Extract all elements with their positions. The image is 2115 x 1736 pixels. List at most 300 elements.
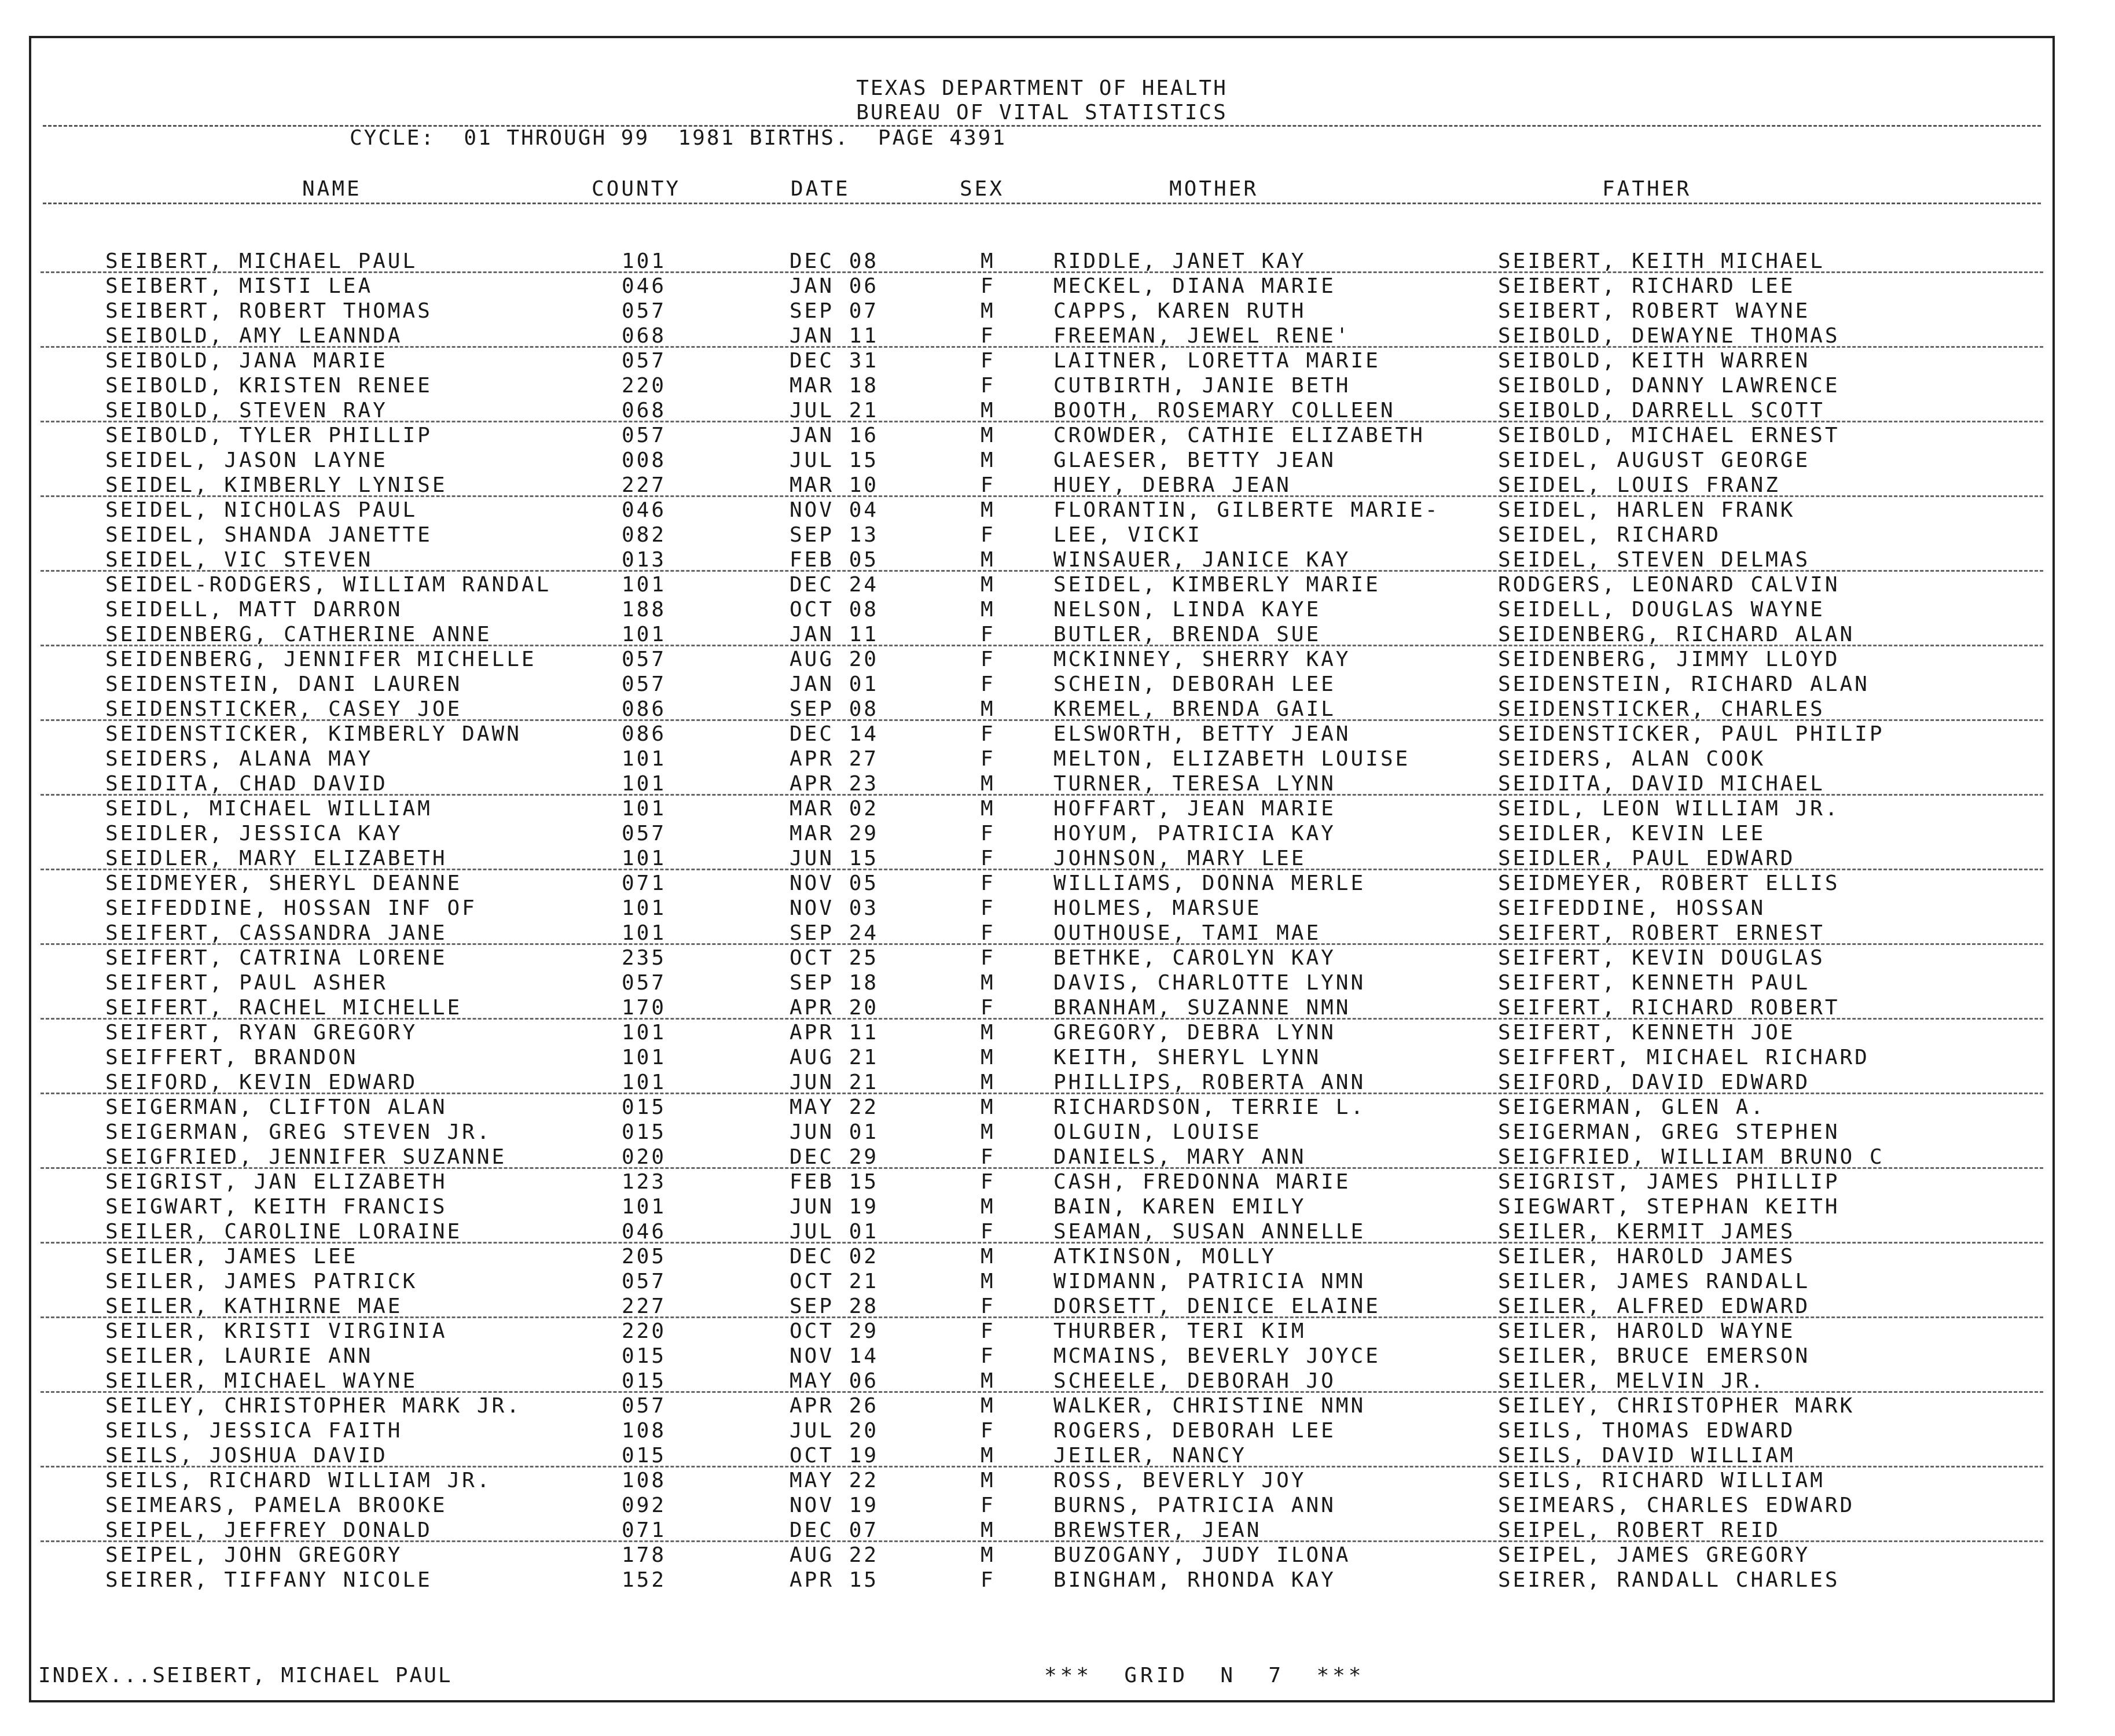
record-father: SEIBERT, ROBERT WAYNE	[1498, 299, 1811, 323]
record-name: SEIDENSTEIN, DANI LAUREN	[105, 672, 462, 696]
record-name: SEIGERMAN, GREG STEVEN JR.	[105, 1120, 492, 1144]
record-date: JUL 20	[790, 1419, 879, 1443]
record-father: SEILER, ALFRED EDWARD	[1498, 1294, 1811, 1318]
record-county: 057	[622, 648, 667, 671]
record-row	[31, 1468, 2052, 1493]
record-sex: F	[981, 1220, 996, 1244]
record-name: SEIDMEYER, SHERYL DEANNE	[105, 871, 462, 895]
record-mother: BRANHAM, SUZANNE NMN	[1053, 996, 1351, 1020]
record-date: DEC 24	[790, 573, 879, 597]
record-row	[31, 722, 2052, 746]
record-date: NOV 04	[790, 498, 879, 522]
record-name: SEILS, JOSHUA DAVID	[105, 1444, 388, 1467]
record-row	[31, 995, 2052, 1020]
record-date: NOV 03	[790, 896, 879, 920]
record-sex: M	[981, 249, 996, 273]
record-sex: F	[981, 1568, 996, 1592]
row-divider	[41, 346, 2043, 348]
record-row	[31, 1543, 2052, 1568]
record-name: SEIDENBERG, CATHERINE ANNE	[105, 623, 492, 646]
record-mother: HOLMES, MARSUE	[1053, 896, 1262, 920]
row-divider	[41, 1391, 2043, 1393]
record-county: 008	[622, 448, 667, 472]
record-county: 101	[622, 1021, 667, 1044]
record-father: SEIMEARS, CHARLES EDWARD	[1498, 1494, 1855, 1517]
record-row	[31, 498, 2052, 523]
record-date: MAR 29	[790, 822, 879, 845]
record-county: 101	[622, 921, 667, 945]
row-divider	[41, 1093, 2043, 1094]
record-county: 068	[622, 324, 667, 348]
record-father: SEIBOLD, DARRELL SCOTT	[1498, 399, 1825, 422]
record-row	[31, 523, 2052, 547]
record-county: 071	[622, 1518, 667, 1542]
record-county: 123	[622, 1170, 667, 1194]
row-divider	[41, 1540, 2043, 1542]
record-sex: F	[981, 523, 996, 547]
record-sex: M	[981, 299, 996, 323]
record-name: SEIDL, MICHAEL WILLIAM	[105, 797, 432, 821]
record-sex: F	[981, 1344, 996, 1368]
record-row	[31, 299, 2052, 323]
record-sex: M	[981, 1245, 996, 1268]
record-date: SEP 24	[790, 921, 879, 945]
record-date: MAR 10	[790, 473, 879, 497]
record-date: APR 20	[790, 996, 879, 1020]
record-sex: F	[981, 822, 996, 845]
record-sex: F	[981, 473, 996, 497]
record-date: APR 15	[790, 1568, 879, 1592]
record-mother: FREEMAN, JEWEL RENE'	[1053, 324, 1351, 348]
record-row	[31, 771, 2052, 796]
record-name: SEIFERT, RYAN GREGORY	[105, 1021, 418, 1044]
record-county: 086	[622, 697, 667, 721]
record-father: SEIGRIST, JAMES PHILLIP	[1498, 1170, 1840, 1194]
record-sex: M	[981, 1469, 996, 1492]
record-name: SEIDERS, ALANA MAY	[105, 747, 373, 771]
record-row	[31, 1369, 2052, 1393]
record-date: AUG 21	[790, 1046, 879, 1069]
record-name: SEIFERT, CASSANDRA JANE	[105, 921, 447, 945]
record-father: SEIDEL, AUGUST GEORGE	[1498, 448, 1811, 472]
record-county: 101	[622, 772, 667, 796]
record-date: SEP 28	[790, 1294, 879, 1318]
record-row	[31, 473, 2052, 498]
record-sex: F	[981, 871, 996, 895]
record-sex: M	[981, 1095, 996, 1119]
record-mother: DAVIS, CHARLOTTE LYNN	[1053, 971, 1366, 995]
record-mother: BOOTH, ROSEMARY COLLEEN	[1053, 399, 1396, 422]
record-mother: MCMAINS, BEVERLY JOYCE	[1053, 1344, 1380, 1368]
record-mother: MELTON, ELIZABETH LOUISE	[1053, 747, 1411, 771]
record-mother: BREWSTER, JEAN	[1053, 1518, 1262, 1542]
record-row	[31, 647, 2052, 672]
report-cycle-line: CYCLE: 01 THROUGH 99 1981 BIRTHS. PAGE 4391	[350, 126, 1007, 150]
record-row	[31, 1020, 2052, 1045]
record-sex: F	[981, 1170, 996, 1194]
record-sex: M	[981, 424, 996, 447]
record-mother: ROSS, BEVERLY JOY	[1053, 1469, 1306, 1492]
record-sex: M	[981, 573, 996, 597]
record-county: 015	[622, 1369, 667, 1393]
record-sex: F	[981, 648, 996, 671]
record-date: JUL 15	[790, 448, 879, 472]
record-sex: M	[981, 1046, 996, 1069]
record-name: SEIBOLD, STEVEN RAY	[105, 399, 388, 422]
record-name: SEIPEL, JEFFREY DONALD	[105, 1518, 432, 1542]
record-sex: F	[981, 349, 996, 373]
record-sex: M	[981, 399, 996, 422]
record-mother: CUTBIRTH, JANIE BETH	[1053, 374, 1351, 398]
record-county: 101	[622, 797, 667, 821]
record-name: SEIDEL, JASON LAYNE	[105, 448, 388, 472]
record-name: SEILER, MICHAEL WAYNE	[105, 1369, 418, 1393]
record-date: OCT 21	[790, 1270, 879, 1293]
record-county: 101	[622, 573, 667, 597]
record-father: SEIDMEYER, ROBERT ELLIS	[1498, 871, 1840, 895]
record-name: SEIGWART, KEITH FRANCIS	[105, 1195, 447, 1219]
record-date: MAY 22	[790, 1469, 879, 1492]
record-father: SEIDEL, HARLEN FRANK	[1498, 498, 1795, 522]
record-mother: NELSON, LINDA KAYE	[1053, 598, 1321, 621]
record-father: SEIGERMAN, GLEN A.	[1498, 1095, 1766, 1119]
record-mother: CROWDER, CATHIE ELIZABETH	[1053, 424, 1425, 447]
record-sex: M	[981, 448, 996, 472]
record-sex: M	[981, 1394, 996, 1418]
record-row	[31, 672, 2052, 697]
record-row	[31, 896, 2052, 921]
record-county: 068	[622, 399, 667, 422]
column-header-name: NAME	[302, 177, 362, 201]
record-row	[31, 1344, 2052, 1369]
record-county: 057	[622, 424, 667, 447]
row-divider	[41, 570, 2043, 572]
record-name: SEILER, KATHIRNE MAE	[105, 1294, 403, 1318]
record-county: 178	[622, 1543, 667, 1567]
record-sex: M	[981, 498, 996, 522]
record-mother: BAIN, KAREN EMILY	[1053, 1195, 1306, 1219]
record-sex: M	[981, 548, 996, 572]
record-name: SEIGFRIED, JENNIFER SUZANNE	[105, 1145, 507, 1169]
record-father: SEIDEL, LOUIS FRANZ	[1498, 473, 1780, 497]
record-name: SEILER, JAMES LEE	[105, 1245, 358, 1268]
record-row	[31, 1418, 2052, 1443]
record-sex: M	[981, 598, 996, 621]
record-row	[31, 1070, 2052, 1095]
row-divider	[41, 495, 2043, 497]
record-date: SEP 18	[790, 971, 879, 995]
record-date: SEP 13	[790, 523, 879, 547]
record-sex: F	[981, 747, 996, 771]
record-row	[31, 821, 2052, 846]
record-mother: KREMEL, BRENDA GAIL	[1053, 697, 1336, 721]
record-name: SEIFEDDINE, HOSSAN INF OF	[105, 896, 477, 920]
record-county: 170	[622, 996, 667, 1020]
record-date: DEC 07	[790, 1518, 879, 1542]
record-mother: BURNS, PATRICIA ANN	[1053, 1494, 1336, 1517]
record-date: JAN 06	[790, 274, 879, 298]
record-row	[31, 1120, 2052, 1145]
record-county: 013	[622, 548, 667, 572]
record-date: FEB 15	[790, 1170, 879, 1194]
record-father: SEILER, HAROLD WAYNE	[1498, 1319, 1795, 1343]
row-divider	[41, 1316, 2043, 1318]
record-mother: HOYUM, PATRICIA KAY	[1053, 822, 1336, 845]
record-father: SEILS, RICHARD WILLIAM	[1498, 1469, 1825, 1492]
record-sex: F	[981, 1319, 996, 1343]
record-sex: M	[981, 1369, 996, 1393]
record-name: SEIBOLD, AMY LEANNDA	[105, 324, 403, 348]
record-name: SEILER, CAROLINE LORAINE	[105, 1220, 462, 1244]
record-county: 227	[622, 473, 667, 497]
footer-grid-label: *** GRID N 7 ***	[1044, 1664, 1365, 1687]
record-father: SIEGWART, STEPHAN KEITH	[1498, 1195, 1840, 1219]
record-name: SEIFFERT, BRANDON	[105, 1046, 358, 1069]
record-row	[31, 448, 2052, 473]
record-father: SEIDEL, RICHARD	[1498, 523, 1721, 547]
record-sex: F	[981, 1145, 996, 1169]
record-date: OCT 29	[790, 1319, 879, 1343]
record-father: SEILER, JAMES RANDALL	[1498, 1270, 1811, 1293]
record-county: 101	[622, 249, 667, 273]
record-date: JUL 21	[790, 399, 879, 422]
record-mother: ROGERS, DEBORAH LEE	[1053, 1419, 1336, 1443]
record-father: SEIGFRIED, WILLIAM BRUNO C	[1498, 1145, 1885, 1169]
record-father: SEIFERT, KENNETH PAUL	[1498, 971, 1811, 995]
record-mother: OUTHOUSE, TAMI MAE	[1053, 921, 1321, 945]
record-sex: M	[981, 971, 996, 995]
record-sex: M	[981, 697, 996, 721]
record-county: 227	[622, 1294, 667, 1318]
row-divider	[41, 1466, 2043, 1467]
record-mother: RIDDLE, JANET KAY	[1053, 249, 1306, 273]
record-name: SEIDITA, CHAD DAVID	[105, 772, 388, 796]
record-row	[31, 1568, 2052, 1592]
record-row	[31, 1393, 2052, 1418]
record-county: 057	[622, 349, 667, 373]
record-mother: MCKINNEY, SHERRY KAY	[1053, 648, 1351, 671]
record-date: SEP 07	[790, 299, 879, 323]
record-father: SEIFORD, DAVID EDWARD	[1498, 1071, 1811, 1094]
record-sex: M	[981, 1518, 996, 1542]
record-mother: DORSETT, DENICE ELAINE	[1053, 1294, 1380, 1318]
record-county: 101	[622, 747, 667, 771]
record-county: 152	[622, 1568, 667, 1592]
record-date: OCT 25	[790, 946, 879, 970]
record-county: 015	[622, 1095, 667, 1119]
record-father: SEIDENSTEIN, RICHARD ALAN	[1498, 672, 1870, 696]
report-page	[29, 36, 2055, 1702]
record-sex: M	[981, 1195, 996, 1219]
record-mother: SCHEIN, DEBORAH LEE	[1053, 672, 1336, 696]
record-county: 082	[622, 523, 667, 547]
record-county: 188	[622, 598, 667, 621]
record-county: 046	[622, 274, 667, 298]
record-sex: M	[981, 1444, 996, 1467]
record-father: SEIPEL, ROBERT REID	[1498, 1518, 1780, 1542]
record-sex: F	[981, 274, 996, 298]
record-sex: M	[981, 772, 996, 796]
record-father: SEIDEL, STEVEN DELMAS	[1498, 548, 1811, 572]
record-mother: RICHARDSON, TERRIE L.	[1053, 1095, 1366, 1119]
record-date: MAY 06	[790, 1369, 879, 1393]
record-sex: F	[981, 623, 996, 646]
record-sex: M	[981, 1021, 996, 1044]
record-date: DEC 31	[790, 349, 879, 373]
record-mother: GLAESER, BETTY JEAN	[1053, 448, 1336, 472]
record-row	[31, 547, 2052, 572]
record-father: SEIDENSTICKER, CHARLES	[1498, 697, 1825, 721]
record-date: DEC 14	[790, 722, 879, 746]
record-name: SEIGRIST, JAN ELIZABETH	[105, 1170, 447, 1194]
header-divider	[43, 125, 2041, 127]
record-name: SEIDEL, KIMBERLY LYNISE	[105, 473, 447, 497]
record-county: 220	[622, 374, 667, 398]
record-county: 101	[622, 1195, 667, 1219]
record-county: 020	[622, 1145, 667, 1169]
record-row	[31, 1269, 2052, 1294]
record-mother: PHILLIPS, ROBERTA ANN	[1053, 1071, 1366, 1094]
record-county: 101	[622, 1071, 667, 1094]
record-date: JUN 15	[790, 847, 879, 870]
record-mother: LEE, VICKI	[1053, 523, 1202, 547]
row-divider	[41, 943, 2043, 945]
record-father: SEILER, MELVIN JR.	[1498, 1369, 1766, 1393]
record-name: SEIDLER, JESSICA KAY	[105, 822, 403, 845]
record-sex: F	[981, 996, 996, 1020]
record-mother: KEITH, SHERYL LYNN	[1053, 1046, 1321, 1069]
record-name: SEIDELL, MATT DARRON	[105, 598, 403, 621]
record-row	[31, 348, 2052, 373]
record-mother: HUEY, DEBRA JEAN	[1053, 473, 1291, 497]
record-sex: M	[981, 1543, 996, 1567]
record-mother: CAPPS, KAREN RUTH	[1053, 299, 1306, 323]
record-mother: ELSWORTH, BETTY JEAN	[1053, 722, 1351, 746]
record-sex: F	[981, 896, 996, 920]
record-name: SEILER, LAURIE ANN	[105, 1344, 373, 1368]
record-name: SEIDEL, SHANDA JANETTE	[105, 523, 432, 547]
record-father: SEIFEDDINE, HOSSAN	[1498, 896, 1766, 920]
record-row	[31, 373, 2052, 398]
record-date: OCT 08	[790, 598, 879, 621]
record-mother: JOHNSON, MARY LEE	[1053, 847, 1306, 870]
record-date: JAN 01	[790, 672, 879, 696]
record-row	[31, 398, 2052, 423]
record-name: SEIBERT, ROBERT THOMAS	[105, 299, 432, 323]
record-row	[31, 1319, 2052, 1344]
record-name: SEIFERT, RACHEL MICHELLE	[105, 996, 462, 1020]
record-date: NOV 19	[790, 1494, 879, 1517]
record-sex: F	[981, 374, 996, 398]
record-row	[31, 871, 2052, 896]
record-name: SEILER, KRISTI VIRGINIA	[105, 1319, 447, 1343]
record-father: SEILS, DAVID WILLIAM	[1498, 1444, 1795, 1467]
record-county: 092	[622, 1494, 667, 1517]
record-row	[31, 423, 2052, 448]
record-mother: HOFFART, JEAN MARIE	[1053, 797, 1336, 821]
record-father: SEIDELL, DOUGLAS WAYNE	[1498, 598, 1825, 621]
report-bureau-title: BUREAU OF VITAL STATISTICS	[856, 101, 1228, 124]
record-mother: DANIELS, MARY ANN	[1053, 1145, 1306, 1169]
record-date: JAN 11	[790, 324, 879, 348]
record-county: 057	[622, 299, 667, 323]
record-mother: OLGUIN, LOUISE	[1053, 1120, 1262, 1144]
record-sex: F	[981, 324, 996, 348]
record-mother: BUTLER, BRENDA SUE	[1053, 623, 1321, 646]
record-name: SEIDLER, MARY ELIZABETH	[105, 847, 447, 870]
record-date: APR 26	[790, 1394, 879, 1418]
record-date: JUN 19	[790, 1195, 879, 1219]
record-father: SEIDLER, PAUL EDWARD	[1498, 847, 1795, 870]
record-father: SEIDLER, KEVIN LEE	[1498, 822, 1766, 845]
record-father: SEIFERT, ROBERT ERNEST	[1498, 921, 1825, 945]
record-mother: CASH, FREDONNA MARIE	[1053, 1170, 1351, 1194]
record-row	[31, 1219, 2052, 1244]
record-mother: SEIDEL, KIMBERLY MARIE	[1053, 573, 1380, 597]
row-divider	[41, 1167, 2043, 1169]
record-father: SEIFERT, KEVIN DOUGLAS	[1498, 946, 1825, 970]
record-mother: BETHKE, CAROLYN KAY	[1053, 946, 1336, 970]
record-father: SEIBOLD, DEWAYNE THOMAS	[1498, 324, 1840, 348]
record-row	[31, 1194, 2052, 1219]
record-name: SEIPEL, JOHN GREGORY	[105, 1543, 403, 1567]
record-row	[31, 746, 2052, 771]
record-father: SEIBOLD, KEITH WARREN	[1498, 349, 1811, 373]
record-row	[31, 323, 2052, 348]
record-date: JUL 01	[790, 1220, 879, 1244]
record-date: SEP 08	[790, 697, 879, 721]
record-father: SEIBOLD, DANNY LAWRENCE	[1498, 374, 1840, 398]
record-county: 057	[622, 1394, 667, 1418]
record-name: SEILER, JAMES PATRICK	[105, 1270, 418, 1293]
record-name: SEILEY, CHRISTOPHER MARK JR.	[105, 1394, 522, 1418]
record-name: SEIFORD, KEVIN EDWARD	[105, 1071, 418, 1094]
record-father: SEIBERT, KEITH MICHAEL	[1498, 249, 1825, 273]
record-row	[31, 249, 2052, 274]
record-date: FEB 05	[790, 548, 879, 572]
record-name: SEIDEL, NICHOLAS PAUL	[105, 498, 418, 522]
record-county: 108	[622, 1469, 667, 1492]
record-county: 057	[622, 1270, 667, 1293]
record-mother: JEILER, NANCY	[1053, 1444, 1247, 1467]
record-county: 220	[622, 1319, 667, 1343]
record-father: SEIDENBERG, RICHARD ALAN	[1498, 623, 1855, 646]
record-name: SEIBERT, MISTI LEA	[105, 274, 373, 298]
record-mother: MECKEL, DIANA MARIE	[1053, 274, 1336, 298]
record-sex: F	[981, 847, 996, 870]
record-date: APR 23	[790, 772, 879, 796]
record-date: AUG 20	[790, 648, 879, 671]
record-date: JUN 01	[790, 1120, 879, 1144]
column-header-sex: SEX	[960, 177, 1005, 201]
record-row	[31, 572, 2052, 597]
record-row	[31, 1443, 2052, 1468]
record-county: 046	[622, 1220, 667, 1244]
record-date: APR 11	[790, 1021, 879, 1044]
record-row	[31, 1045, 2052, 1070]
record-row	[31, 1493, 2052, 1518]
record-date: MAR 18	[790, 374, 879, 398]
record-father: SEIDENSTICKER, PAUL PHILIP	[1498, 722, 1885, 746]
record-county: 101	[622, 896, 667, 920]
record-father: SEILER, BRUCE EMERSON	[1498, 1344, 1811, 1368]
record-name: SEIBOLD, KRISTEN RENEE	[105, 374, 432, 398]
record-father: SEIDITA, DAVID MICHAEL	[1498, 772, 1825, 796]
record-mother: GREGORY, DEBRA LYNN	[1053, 1021, 1336, 1044]
record-mother: WINSAUER, JANICE KAY	[1053, 548, 1351, 572]
record-name: SEIFERT, PAUL ASHER	[105, 971, 388, 995]
record-row	[31, 274, 2052, 299]
